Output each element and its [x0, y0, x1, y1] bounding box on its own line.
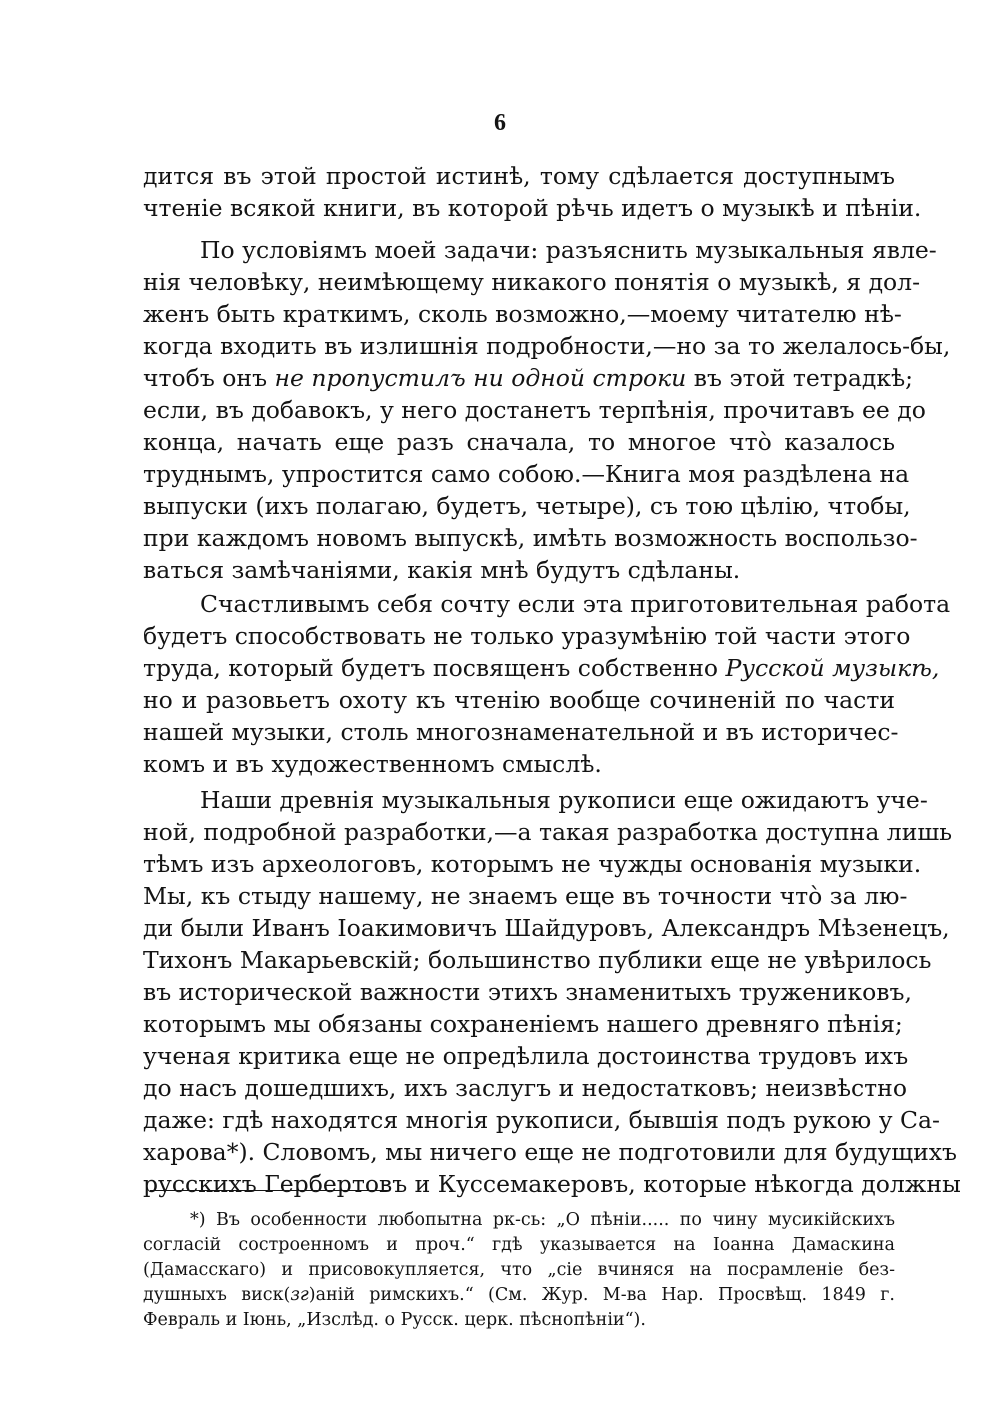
text-line: чтеніе всякой книги, въ которой рѣчь идетъ о музыкѣ и пѣніи.	[143, 194, 922, 222]
text-line-with-italic	[143, 362, 914, 394]
text-segment: въ этой тетрадкѣ;	[693, 364, 914, 392]
page-number: 6	[494, 110, 506, 136]
text-line: но и разовьетъ охоту къ чтенію вообще сочиненій по части	[143, 686, 895, 714]
italic-emphasis: зг	[290, 1285, 309, 1305]
text-segment: душныхъ виск(	[143, 1285, 291, 1305]
text-segment: труда, который будетъ посвященъ собственно	[143, 654, 719, 682]
text-line: ученая критика еще не опредѣлила достоинства трудовъ ихъ	[143, 1042, 909, 1070]
footnote-line: Февраль и Іюнь, „Изслѣд. о Русск. церк. пѣснопѣніи“).	[143, 1310, 646, 1330]
text-line: даже: гдѣ находятся многія рукописи, бывшія подъ рукою у Са-	[143, 1106, 940, 1134]
text-line: когда входить въ излишнія подробности,—но за то желалось-бы,	[143, 332, 951, 360]
text-line: комъ и въ художественномъ смыслѣ.	[143, 750, 602, 778]
text-line: По условіямъ моей задачи: разъяснить музыкальныя явле-	[200, 236, 937, 264]
text-line: дится въ этой простой истинѣ, тому сдѣлается доступнымъ	[143, 162, 895, 190]
text-line: женъ быть краткимъ, сколь возможно,—моему читателю нѣ-	[143, 300, 902, 328]
footnote-line-with-italic	[143, 1283, 895, 1307]
text-line: нашей музыки, столь многознаменательной и въ историчес-	[143, 718, 899, 746]
footnote-line: (Дамасскаго) и присовокупляется, что „сіе вчиняся на посрамленіе без-	[143, 1260, 895, 1280]
italic-emphasis: не пропустилъ ни одной строки	[274, 364, 687, 392]
text-line: будетъ способствовать не только уразумѣнію той части этого	[143, 622, 911, 650]
text-line: при каждомъ новомъ выпускѣ, имѣть возможность воспользо-	[143, 524, 918, 552]
text-line: Счастливымъ себя сочту если эта приготовительная работа	[200, 590, 951, 618]
text-line: харова*). Словомъ, мы ничего еще не подготовили для будущихъ	[143, 1138, 958, 1166]
text-line: русскихъ Гербертовъ и Куссемакеровъ, которые нѣкогда должны	[143, 1170, 961, 1198]
text-line: ди были Иванъ Іоакимовичъ Шайдуровъ, Александръ Мѣзенецъ,	[143, 914, 950, 942]
text-line: труднымъ, упростится само собою.—Книга моя раздѣлена на	[143, 460, 910, 488]
text-line: Мы, къ стыду нашему, не знаемъ еще въ точности что̀ за лю-	[143, 882, 908, 910]
text-line: до насъ дошедшихъ, ихъ заслугъ и недостатковъ; неизвѣстно	[143, 1074, 907, 1102]
text-line: конца, начать еще разъ сначала, то многое что̀ казалось	[143, 428, 895, 456]
italic-emphasis: Русской музыкѣ,	[725, 654, 940, 682]
text-line: выпуски (ихъ полагаю, будетъ, четыре), съ тою цѣлію, чтобы,	[143, 492, 911, 520]
text-segment: чтобъ онъ	[143, 364, 268, 392]
text-line: ваться замѣчаніями, какія мнѣ будутъ сдѣланы.	[143, 556, 741, 584]
text-line: въ исторической важности этихъ знаменитыхъ тружениковъ,	[143, 978, 912, 1006]
footnote-line: согласій состроенномъ и проч.“ гдѣ указывается на Іоанна Дамаскина	[143, 1235, 895, 1255]
text-line: нія человѣку, неимѣющему никакого понятія о музыкѣ, я дол-	[143, 268, 921, 296]
text-line-with-italic	[143, 652, 940, 684]
text-segment: )аній римскихъ.“ (См. Жур. М-ва Нар. Просвѣщ. 1849 г.	[308, 1285, 895, 1305]
footnote-line: *) Въ особенности любопытна рк-сь: „О пѣніи..... по чину мусикійскихъ	[190, 1210, 895, 1230]
text-line: которымъ мы обязаны сохраненіемъ нашего древняго пѣнія;	[143, 1010, 903, 1038]
text-line: Наши древнія музыкальныя рукописи еще ожидаютъ уче-	[200, 786, 928, 814]
footnote-separator	[150, 1190, 390, 1191]
text-line: ной, подробной разработки,—а такая разработка доступна лишь	[143, 818, 953, 846]
text-line: Тихонъ Макарьевскій; большинство публики еще не увѣрилось	[143, 946, 932, 974]
text-line: тѣмъ изъ археологовъ, которымъ не чужды основанія музыки.	[143, 850, 922, 878]
text-line: если, въ добавокъ, у него достанетъ терпѣнія, прочитавъ ее до	[143, 396, 926, 424]
